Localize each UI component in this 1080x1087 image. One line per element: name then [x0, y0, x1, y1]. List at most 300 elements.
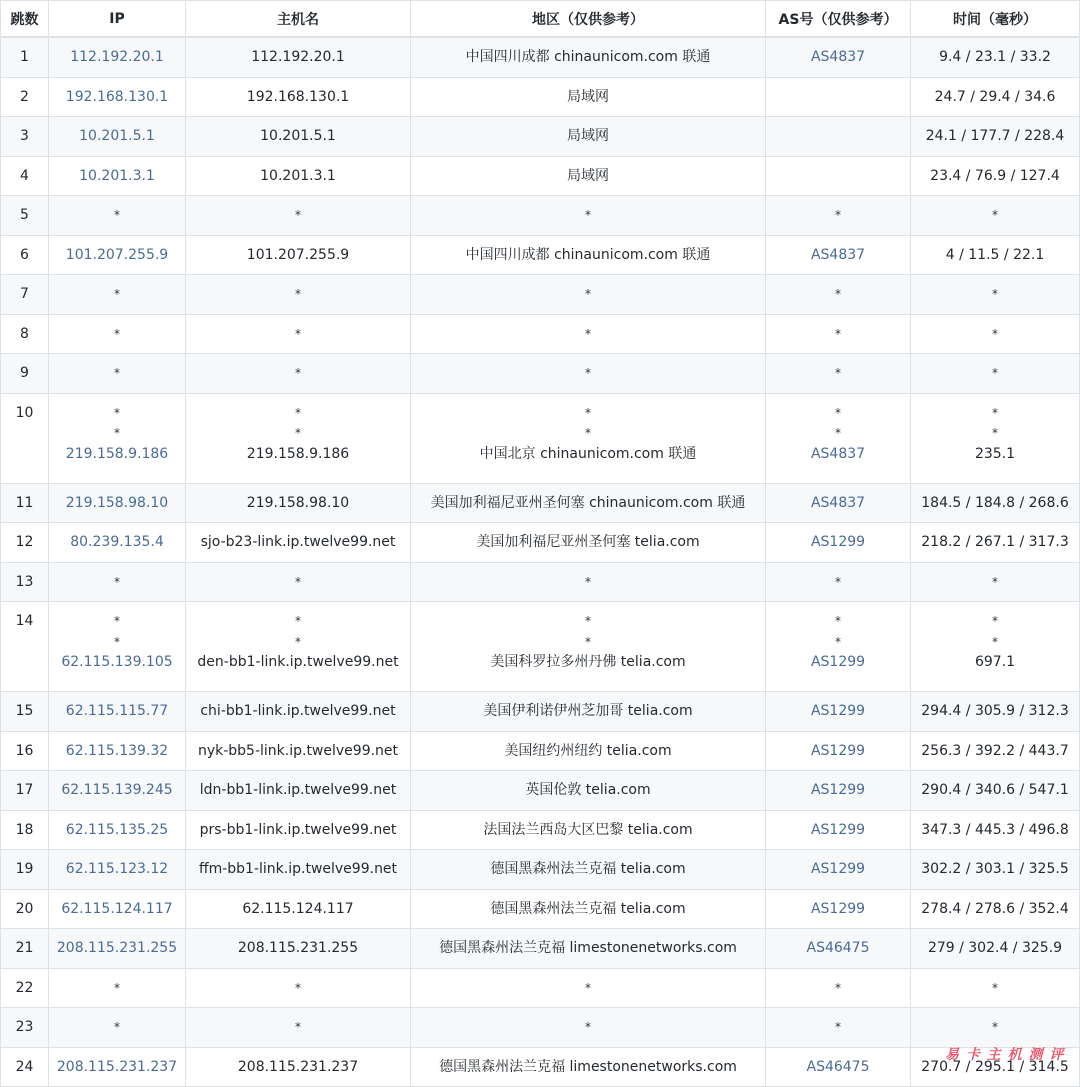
- table-row: [1, 235, 1080, 275]
- cell-time: [911, 562, 1080, 602]
- cell-time: [911, 156, 1080, 196]
- timeout-marker: *: [835, 574, 841, 589]
- timeout-marker: *: [295, 208, 301, 223]
- hop-number: 18: [1, 810, 49, 850]
- timeout-marker: *: [835, 426, 841, 440]
- cell-region: [411, 37, 766, 77]
- cell-asn: [766, 37, 911, 77]
- cell-ip: [49, 771, 186, 811]
- cell-asn: [766, 1008, 911, 1048]
- cell-time: [911, 77, 1080, 117]
- time-text: 347.3 / 445.3 / 496.8: [921, 821, 1069, 838]
- timeout-marker: *: [114, 614, 120, 628]
- ip-link[interactable]: 10.201.5.1: [79, 128, 155, 145]
- region-text: 中国四川成都 chinaunicom.com 联通: [465, 246, 711, 263]
- time-text: 302.2 / 303.1 / 325.5: [921, 861, 1069, 878]
- timeout-marker: *: [114, 208, 120, 223]
- timeout-marker: *: [114, 366, 120, 381]
- cell-region: [411, 156, 766, 196]
- ip-link[interactable]: 62.115.139.32: [65, 742, 169, 759]
- timeout-marker: *: [114, 326, 120, 341]
- cell-asn: [766, 275, 911, 315]
- timeout-marker: *: [585, 287, 591, 302]
- cell-asn: [766, 731, 911, 771]
- time-text: 256.3 / 392.2 / 443.7: [921, 742, 1069, 759]
- cell-asn: [766, 692, 911, 732]
- table-row: [1, 117, 1080, 157]
- cell-ip: [49, 354, 186, 394]
- cell-ip: [49, 850, 186, 890]
- cell-time: [911, 731, 1080, 771]
- timeout-marker: *: [295, 980, 301, 995]
- timeout-marker: *: [835, 287, 841, 302]
- time-text: 9.4 / 23.1 / 33.2: [939, 49, 1051, 66]
- cell-hostname: [186, 235, 411, 275]
- timeout-marker: *: [295, 405, 301, 420]
- cell-hostname: [186, 196, 411, 236]
- header-hostname[interactable]: 主机名: [186, 1, 411, 38]
- timeout-marker: *: [295, 614, 301, 628]
- cell-region: [411, 929, 766, 969]
- hostname-text: 112.192.20.1: [251, 49, 345, 66]
- asn-link[interactable]: AS1299: [810, 534, 866, 551]
- cell-hostname: [186, 771, 411, 811]
- cell-ip: [49, 968, 186, 1008]
- cell-ip: [49, 393, 186, 483]
- cell-hostname: [186, 692, 411, 732]
- time-text: 278.4 / 278.6 / 352.4: [921, 900, 1069, 917]
- hop-number: 22: [1, 968, 49, 1008]
- hop-number: 21: [1, 929, 49, 969]
- hostname-text: 10.201.3.1: [260, 167, 336, 184]
- cell-asn: [766, 354, 911, 394]
- hostname-text: nyk-bb5-link.ip.twelve99.net: [197, 742, 399, 759]
- cell-region: [411, 810, 766, 850]
- ip-link[interactable]: 62.115.139.245: [61, 782, 173, 799]
- hop-number: 19: [1, 850, 49, 890]
- cell-time: [911, 1008, 1080, 1048]
- region-text: 德国黑森州法兰克福 limestonenetworks.com: [439, 940, 737, 957]
- hostname-text: 208.115.231.255: [237, 940, 359, 957]
- hop-number: 1: [1, 37, 49, 77]
- cell-hostname: [186, 1047, 411, 1087]
- header-hop[interactable]: 跳数: [1, 1, 49, 38]
- cell-hostname: [186, 810, 411, 850]
- timeout-marker: *: [114, 1020, 120, 1035]
- cell-time: [911, 37, 1080, 77]
- cell-hostname: [186, 117, 411, 157]
- timeout-marker: *: [585, 1020, 591, 1035]
- timeout-marker: *: [114, 980, 120, 995]
- hop-number: 23: [1, 1008, 49, 1048]
- asn-link[interactable]: AS1299: [810, 703, 866, 720]
- time-text: 235.1: [974, 445, 1016, 462]
- cell-asn: [766, 314, 911, 354]
- hop-number: 24: [1, 1047, 49, 1087]
- header-time[interactable]: 时间（毫秒）: [911, 1, 1080, 38]
- time-text: 218.2 / 267.1 / 317.3: [921, 534, 1069, 551]
- cell-asn: [766, 771, 911, 811]
- region-text: 英国伦敦 telia.com: [525, 782, 651, 799]
- timeout-marker: *: [992, 405, 998, 420]
- cell-hostname: [186, 156, 411, 196]
- cell-region: [411, 196, 766, 236]
- cell-asn: [766, 968, 911, 1008]
- timeout-marker: *: [585, 614, 591, 628]
- timeout-marker: *: [835, 1020, 841, 1035]
- timeout-marker: *: [295, 366, 301, 381]
- cell-ip: [49, 523, 186, 563]
- timeout-marker: *: [295, 634, 301, 649]
- timeout-marker: *: [585, 426, 591, 440]
- cell-time: [911, 889, 1080, 929]
- watermark: 易 卡 主 机 测 评: [945, 1047, 1065, 1063]
- ip-link[interactable]: 62.115.124.117: [61, 900, 173, 917]
- ip-link[interactable]: 80.239.135.4: [70, 534, 164, 551]
- cell-region: [411, 968, 766, 1008]
- cell-region: [411, 393, 766, 483]
- timeout-marker: *: [585, 208, 591, 223]
- header-asn[interactable]: AS号（仅供参考）: [766, 1, 911, 38]
- hop-number: 6: [1, 235, 49, 275]
- asn-link[interactable]: AS4837: [810, 494, 866, 511]
- cell-region: [411, 275, 766, 315]
- cell-asn: [766, 483, 911, 523]
- cell-asn: [766, 235, 911, 275]
- region-text: 中国北京 chinaunicom.com 联通: [479, 445, 697, 462]
- timeout-marker: *: [992, 366, 998, 381]
- ip-link[interactable]: 112.192.20.1: [70, 49, 164, 66]
- cell-hostname: [186, 37, 411, 77]
- asn-link[interactable]: AS4837: [810, 445, 866, 462]
- region-text: 美国纽约州纽约 telia.com: [504, 742, 672, 759]
- cell-hostname: [186, 1008, 411, 1048]
- cell-hostname: [186, 850, 411, 890]
- cell-region: [411, 1047, 766, 1087]
- time-text: 294.4 / 305.9 / 312.3: [921, 703, 1069, 720]
- hostname-text: ldn-bb1-link.ip.twelve99.net: [199, 782, 397, 799]
- timeout-marker: *: [295, 1020, 301, 1035]
- asn-link[interactable]: AS1299: [810, 654, 866, 670]
- ip-link[interactable]: 192.168.130.1: [65, 88, 169, 105]
- cell-asn: [766, 523, 911, 563]
- region-text: 美国科罗拉多州丹佛 telia.com: [490, 654, 686, 670]
- timeout-marker: *: [992, 614, 998, 628]
- ip-link[interactable]: 219.158.98.10: [65, 494, 169, 511]
- timeout-marker: *: [585, 634, 591, 649]
- hop-number: 3: [1, 117, 49, 157]
- cell-ip: [49, 314, 186, 354]
- time-text: 23.4 / 76.9 / 127.4: [930, 167, 1060, 184]
- hostname-text: ffm-bb1-link.ip.twelve99.net: [198, 861, 398, 878]
- cell-time: [911, 196, 1080, 236]
- table-row: [1, 968, 1080, 1008]
- timeout-marker: *: [992, 426, 998, 440]
- table-row: [1, 810, 1080, 850]
- timeout-marker: *: [585, 405, 591, 420]
- time-text: 279 / 302.4 / 325.9: [927, 940, 1063, 957]
- cell-asn: [766, 810, 911, 850]
- cell-region: [411, 235, 766, 275]
- timeout-marker: *: [585, 574, 591, 589]
- time-text: 24.1 / 177.7 / 228.4: [925, 128, 1065, 145]
- cell-time: [911, 354, 1080, 394]
- cell-region: [411, 314, 766, 354]
- table-row: [1, 602, 1080, 692]
- table-row: [1, 393, 1080, 483]
- cell-time: [911, 235, 1080, 275]
- timeout-marker: *: [835, 634, 841, 649]
- cell-asn: [766, 156, 911, 196]
- table-row: [1, 77, 1080, 117]
- hop-number: 7: [1, 275, 49, 315]
- timeout-marker: *: [295, 287, 301, 302]
- timeout-marker: *: [114, 574, 120, 589]
- asn-link[interactable]: AS1299: [810, 782, 866, 799]
- ip-link[interactable]: 62.115.135.25: [65, 821, 169, 838]
- cell-time: [911, 850, 1080, 890]
- asn-link[interactable]: AS1299: [810, 821, 866, 838]
- hostname-text: 62.115.124.117: [242, 900, 354, 917]
- timeout-marker: *: [992, 980, 998, 995]
- table-row: [1, 354, 1080, 394]
- table-row: [1, 562, 1080, 602]
- cell-asn: [766, 77, 911, 117]
- asn-link[interactable]: AS1299: [810, 742, 866, 759]
- hop-number: 5: [1, 196, 49, 236]
- region-text: 中国四川成都 chinaunicom.com 联通: [465, 49, 711, 66]
- cell-ip: [49, 77, 186, 117]
- cell-asn: [766, 196, 911, 236]
- cell-hostname: [186, 731, 411, 771]
- region-text: 美国加利福尼亚州圣何塞 telia.com: [476, 534, 700, 551]
- timeout-marker: *: [992, 1020, 998, 1035]
- cell-time: [911, 810, 1080, 850]
- cell-hostname: [186, 77, 411, 117]
- timeout-marker: *: [835, 405, 841, 420]
- cell-hostname: [186, 314, 411, 354]
- timeout-marker: *: [835, 614, 841, 628]
- cell-ip: [49, 562, 186, 602]
- cell-ip: [49, 235, 186, 275]
- table-row: [1, 771, 1080, 811]
- ip-link[interactable]: 10.201.3.1: [79, 167, 155, 184]
- timeout-marker: *: [295, 326, 301, 341]
- cell-time: [911, 483, 1080, 523]
- cell-asn: [766, 117, 911, 157]
- header-ip[interactable]: IP: [49, 1, 186, 38]
- table-row: [1, 731, 1080, 771]
- timeout-marker: *: [114, 634, 120, 649]
- table-row: [1, 196, 1080, 236]
- cell-asn: [766, 1047, 911, 1087]
- asn-link[interactable]: AS46475: [806, 940, 870, 957]
- cell-hostname: [186, 275, 411, 315]
- timeout-marker: *: [835, 208, 841, 223]
- cell-ip: [49, 731, 186, 771]
- region-text: 局域网: [567, 88, 609, 105]
- timeout-marker: *: [114, 405, 120, 420]
- header-region[interactable]: 地区（仅供参考）: [411, 1, 766, 38]
- cell-hostname: [186, 523, 411, 563]
- cell-asn: [766, 889, 911, 929]
- hostname-text: 10.201.5.1: [260, 128, 336, 145]
- cell-time: [911, 117, 1080, 157]
- timeout-marker: *: [992, 326, 998, 341]
- cell-time: [911, 275, 1080, 315]
- ip-link[interactable]: 62.115.115.77: [65, 703, 169, 720]
- hostname-text: den-bb1-link.ip.twelve99.net: [197, 654, 399, 670]
- cell-asn: [766, 929, 911, 969]
- hop-number: 10: [1, 393, 49, 483]
- cell-asn: [766, 562, 911, 602]
- hop-number: 8: [1, 314, 49, 354]
- cell-time: [911, 314, 1080, 354]
- cell-region: [411, 889, 766, 929]
- cell-time: [911, 771, 1080, 811]
- hop-number: 11: [1, 483, 49, 523]
- cell-ip: [49, 692, 186, 732]
- hop-number: 9: [1, 354, 49, 394]
- timeout-marker: *: [835, 980, 841, 995]
- cell-hostname: [186, 393, 411, 483]
- asn-link[interactable]: AS4837: [810, 246, 866, 263]
- cell-region: [411, 77, 766, 117]
- hop-number: 14: [1, 602, 49, 692]
- hostname-text: prs-bb1-link.ip.twelve99.net: [199, 821, 397, 838]
- timeout-marker: *: [585, 326, 591, 341]
- ip-link[interactable]: 208.115.231.237: [56, 1058, 178, 1075]
- table-header-row: [1, 1, 1080, 38]
- ip-link[interactable]: 208.115.231.255: [56, 940, 178, 957]
- hop-number: 12: [1, 523, 49, 563]
- timeout-marker: *: [992, 574, 998, 589]
- asn-link[interactable]: AS46475: [806, 1058, 870, 1075]
- hop-number: 20: [1, 889, 49, 929]
- asn-link[interactable]: AS1299: [810, 861, 866, 878]
- cell-region: [411, 1008, 766, 1048]
- cell-hostname: [186, 562, 411, 602]
- cell-ip: [49, 810, 186, 850]
- time-text: 24.7 / 29.4 / 34.6: [934, 88, 1056, 105]
- cell-ip: [49, 196, 186, 236]
- hostname-text: sjo-b23-link.ip.twelve99.net: [200, 534, 396, 551]
- ip-link[interactable]: 219.158.9.186: [65, 445, 169, 462]
- time-text: 184.5 / 184.8 / 268.6: [921, 494, 1069, 511]
- cell-asn: [766, 602, 911, 692]
- table-row: [1, 889, 1080, 929]
- cell-ip: [49, 1047, 186, 1087]
- asn-link[interactable]: AS1299: [810, 900, 866, 917]
- hostname-text: 208.115.231.237: [237, 1058, 359, 1075]
- table-body: [1, 37, 1080, 1087]
- region-text: 美国伊利诺伊州芝加哥 telia.com: [483, 703, 693, 720]
- timeout-marker: *: [114, 287, 120, 302]
- cell-ip: [49, 889, 186, 929]
- hop-number: 15: [1, 692, 49, 732]
- cell-hostname: [186, 483, 411, 523]
- cell-ip: [49, 156, 186, 196]
- hostname-text: chi-bb1-link.ip.twelve99.net: [200, 703, 396, 720]
- cell-region: [411, 523, 766, 563]
- cell-time: [911, 929, 1080, 969]
- cell-region: [411, 692, 766, 732]
- table-row: [1, 692, 1080, 732]
- timeout-marker: *: [585, 366, 591, 381]
- cell-time: [911, 393, 1080, 483]
- cell-time: [911, 692, 1080, 732]
- cell-time: [911, 968, 1080, 1008]
- table-row: [1, 929, 1080, 969]
- table-row: [1, 314, 1080, 354]
- hostname-text: 219.158.98.10: [246, 494, 350, 511]
- hop-number: 4: [1, 156, 49, 196]
- table-row: [1, 37, 1080, 77]
- cell-ip: [49, 929, 186, 969]
- ip-link[interactable]: 62.115.123.12: [65, 861, 169, 878]
- cell-region: [411, 771, 766, 811]
- cell-time: [911, 602, 1080, 692]
- region-text: 德国黑森州法兰克福 telia.com: [490, 900, 686, 917]
- cell-region: [411, 562, 766, 602]
- time-text: 270.7 / 295.1 / 314.5: [921, 1058, 1069, 1075]
- region-text: 美国加利福尼亚州圣何塞 chinaunicom.com 联通: [430, 494, 746, 511]
- hop-number: 2: [1, 77, 49, 117]
- time-text: 697.1: [974, 654, 1016, 670]
- cell-region: [411, 117, 766, 157]
- cell-region: [411, 850, 766, 890]
- time-text: 290.4 / 340.6 / 547.1: [921, 782, 1069, 799]
- table-row: [1, 483, 1080, 523]
- time-text: 4 / 11.5 / 22.1: [945, 246, 1045, 263]
- cell-hostname: [186, 968, 411, 1008]
- cell-hostname: [186, 889, 411, 929]
- timeout-marker: *: [295, 574, 301, 589]
- timeout-marker: *: [992, 208, 998, 223]
- timeout-marker: *: [992, 634, 998, 649]
- hop-number: 13: [1, 562, 49, 602]
- cell-ip: [49, 483, 186, 523]
- region-text: 德国黑森州法兰克福 limestonenetworks.com: [439, 1058, 737, 1075]
- asn-link[interactable]: AS4837: [810, 49, 866, 66]
- cell-ip: [49, 1008, 186, 1048]
- cell-region: [411, 602, 766, 692]
- timeout-marker: *: [835, 326, 841, 341]
- cell-asn: [766, 393, 911, 483]
- table-row: [1, 156, 1080, 196]
- region-text: 局域网: [567, 167, 609, 184]
- ip-link[interactable]: 101.207.255.9: [65, 246, 169, 263]
- table-row: [1, 1008, 1080, 1048]
- timeout-marker: *: [835, 366, 841, 381]
- timeout-marker: *: [585, 980, 591, 995]
- cell-hostname: [186, 929, 411, 969]
- table-row: [1, 275, 1080, 315]
- region-text: 局域网: [567, 128, 609, 145]
- cell-asn: [766, 850, 911, 890]
- ip-link[interactable]: 62.115.139.105: [61, 654, 173, 670]
- timeout-marker: *: [992, 287, 998, 302]
- hostname-text: 101.207.255.9: [246, 246, 350, 263]
- cell-ip: [49, 117, 186, 157]
- cell-region: [411, 354, 766, 394]
- cell-region: [411, 483, 766, 523]
- timeout-marker: *: [114, 426, 120, 440]
- hop-number: 17: [1, 771, 49, 811]
- cell-hostname: [186, 354, 411, 394]
- timeout-marker: *: [295, 426, 301, 440]
- cell-time: [911, 523, 1080, 563]
